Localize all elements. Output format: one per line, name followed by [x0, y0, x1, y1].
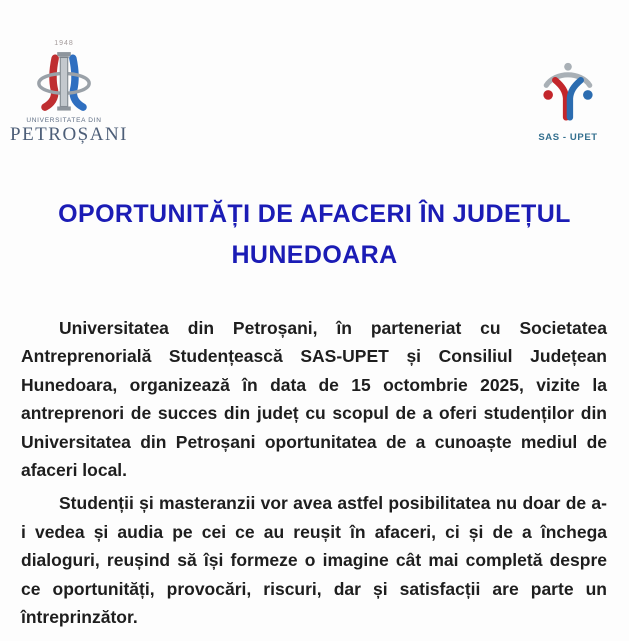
emblem-blue-shape	[73, 58, 83, 107]
page-title-line2: HUNEDOARA	[231, 241, 398, 269]
sas-upet-logo	[526, 56, 610, 143]
body-copy	[21, 314, 607, 636]
emblem-column-base	[57, 106, 71, 110]
university-founding-year: 1948	[54, 40, 74, 47]
page-title-line1: OPORTUNITĂȚI DE AFACERI ÎN JUDEȚUL	[58, 200, 571, 228]
blue-figure-head	[583, 90, 593, 100]
sas-upet-label: SAS - UPET	[538, 132, 598, 143]
university-column-emblem-icon	[30, 49, 98, 115]
red-figure-body	[555, 80, 566, 117]
emblem-red-shape	[45, 58, 55, 107]
red-figure-head	[543, 90, 553, 100]
page-title	[0, 194, 629, 276]
blue-figure-body	[570, 80, 581, 117]
paragraph-2: Studenții și masteranzii vor avea astfel posibilitatea nu doar de a-i vedea și audia pe cei ce au reușit în afaceri, ci și de a închega dialoguri, reușind să își formeze o imagine cât mai completă despre ce oportunități, provocări, riscuri, dar și satisfacții are parte un întreprinzător.	[21, 493, 607, 628]
university-name-line2: PETROȘANI	[10, 123, 129, 145]
emblem-column-capital	[57, 52, 71, 56]
university-name-line1: UNIVERSITATEA DIN	[26, 116, 102, 124]
sas-upet-figures-icon	[536, 56, 600, 130]
university-logo	[10, 40, 129, 146]
gray-figure-head	[564, 63, 572, 71]
emblem-column-shaft	[60, 57, 67, 106]
paragraph-1: Universitatea din Petroșani, în parteneriat cu Societatea Antreprenorială Studențească SAS-UPET și Consiliul Județean Hunedoara, organizează în data de 15 octombrie 2025, vizite la antreprenori de succes din județ cu scopul de a oferi studenților din Universitatea din Petroșani oportunitatea de a cunoaște mediul de afaceri local.	[21, 318, 607, 481]
